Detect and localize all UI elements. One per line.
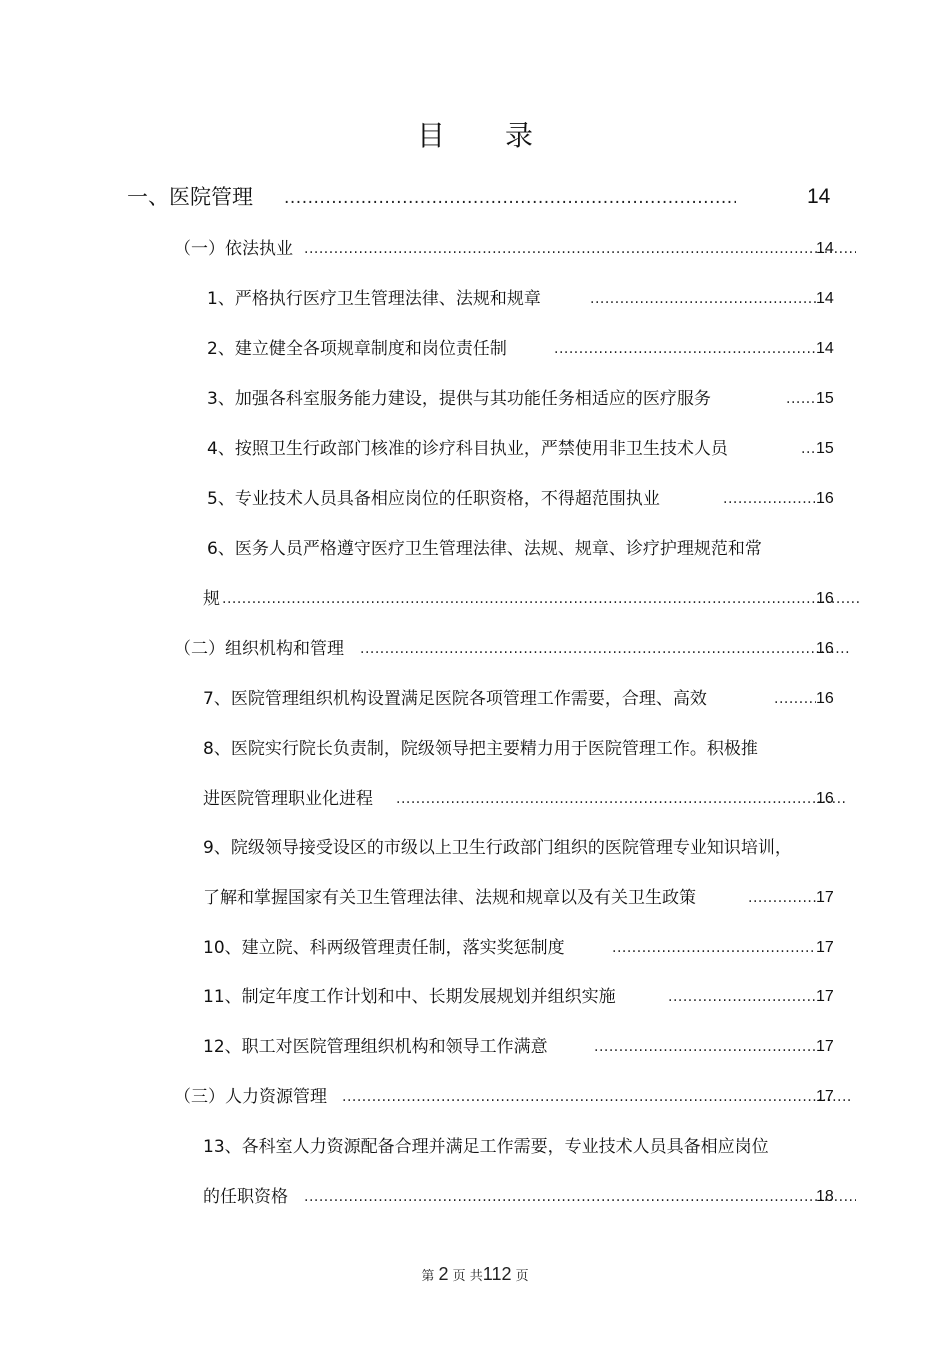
toc-item-6-page: 16: [816, 590, 834, 607]
footer-prefix: 第: [421, 1269, 435, 1284]
toc-item-11-label: 11、制定年度工作计划和中、长期发展规划并组织实施: [203, 987, 616, 1007]
title-char-2: 录: [505, 119, 534, 152]
footer-suffix: 页: [515, 1269, 529, 1284]
toc-item-6-label-line2: 规: [203, 589, 220, 609]
toc-leader-dots: [723, 488, 815, 510]
toc-item-2-page: 14: [816, 340, 834, 357]
toc-item-13-label-line2: 的任职资格: [203, 1187, 288, 1207]
toc-item-4-label: 4、按照卫生行政部门核准的诊疗科目执业，严禁使用非卫生技术人员: [207, 439, 728, 459]
toc-section-2-label: （二）组织机构和管理: [174, 639, 344, 659]
toc-item-5-label: 5、专业技术人员具备相应岗位的任职资格，不得超范围执业: [207, 489, 660, 509]
toc-item-7-page: 16: [816, 690, 834, 707]
toc-leader-dots: [284, 187, 736, 209]
toc-item-13-page: 18: [816, 1188, 834, 1205]
toc-leader-dots: [774, 688, 816, 710]
toc-item-11-page: 17: [816, 988, 834, 1005]
toc-item-10-page: 17: [816, 939, 834, 956]
toc-leader-dots: [748, 887, 816, 909]
toc-item-4-page: 15: [816, 440, 834, 457]
toc-entry-l1-page: 14: [807, 185, 831, 208]
toc-leader-dots: [396, 788, 848, 810]
toc-leader-dots: [554, 338, 816, 360]
toc-item-8-page: 16: [816, 790, 834, 807]
toc-item-8-label-line2: 进医院管理职业化进程: [203, 789, 373, 809]
toc-leader-dots: [594, 1036, 816, 1058]
toc-section-3-label: （三）人力资源管理: [174, 1087, 327, 1107]
toc-leader-dots: [304, 1186, 856, 1208]
toc-item-10-label: 10、建立院、科两级管理责任制，落实奖惩制度: [203, 938, 565, 958]
footer-middle: 页 共: [452, 1269, 483, 1284]
toc-leader-dots: [590, 288, 816, 310]
toc-item-6-label-line1: 6、医务人员严格遵守医疗卫生管理法律、法规、规章、诊疗护理规范和常: [207, 539, 762, 559]
toc-item-9-label-line1: 9、院级领导接受设区的市级以上卫生行政部门组织的医院管理专业知识培训，: [203, 838, 792, 858]
footer-current-page: 2: [438, 1264, 449, 1284]
toc-leader-dots: [786, 388, 814, 410]
footer-total-pages: 112: [482, 1264, 512, 1284]
page-footer: [0, 1264, 950, 1285]
toc-item-8-label-line1: 8、医院实行院长负责制，院级领导把主要精力用于医院管理工作。积极推: [203, 739, 758, 759]
toc-item-1-page: 14: [816, 290, 834, 307]
page-title: [0, 114, 950, 154]
toc-entry-l1-label: 一、医院管理: [127, 185, 253, 209]
toc-section-3-page: 17: [816, 1088, 834, 1105]
toc-leader-dots: [222, 588, 862, 610]
toc-item-3-label: 3、加强各科室服务能力建设，提供与其功能任务相适应的医疗服务: [207, 389, 711, 409]
toc-item-12-label: 12、职工对医院管理组织机构和领导工作满意: [203, 1037, 548, 1057]
toc-item-12-page: 17: [816, 1038, 834, 1055]
toc-leader-dots: [612, 937, 816, 959]
toc-section-2-page: 16: [816, 640, 834, 657]
toc-item-2-label: 2、建立健全各项规章制度和岗位责任制: [207, 339, 507, 359]
toc-section-1-label: （一）依法执业: [174, 239, 293, 259]
toc-item-13-label-line1: 13、各科室人力资源配备合理并满足工作需要，专业技术人员具备相应岗位: [203, 1137, 769, 1157]
toc-leader-dots: [801, 438, 815, 460]
toc-leader-dots: [668, 986, 816, 1008]
toc-leader-dots: [342, 1086, 852, 1108]
toc-item-7-label: 7、医院管理组织机构设置满足医院各项管理工作需要，合理、高效: [203, 689, 707, 709]
toc-item-5-page: 16: [816, 490, 834, 507]
toc-item-9-page: 17: [816, 889, 834, 906]
toc-item-3-page: 15: [816, 390, 834, 407]
toc-item-9-label-line2: 了解和掌握国家有关卫生管理法律、法规和规章以及有关卫生政策: [203, 888, 696, 908]
toc-item-1-label: 1、严格执行医疗卫生管理法律、法规和规章: [207, 289, 541, 309]
toc-section-1-page: 14: [816, 240, 834, 257]
toc-leader-dots: [360, 638, 850, 660]
title-char-1: 目: [416, 119, 445, 152]
toc-leader-dots: [304, 238, 856, 260]
